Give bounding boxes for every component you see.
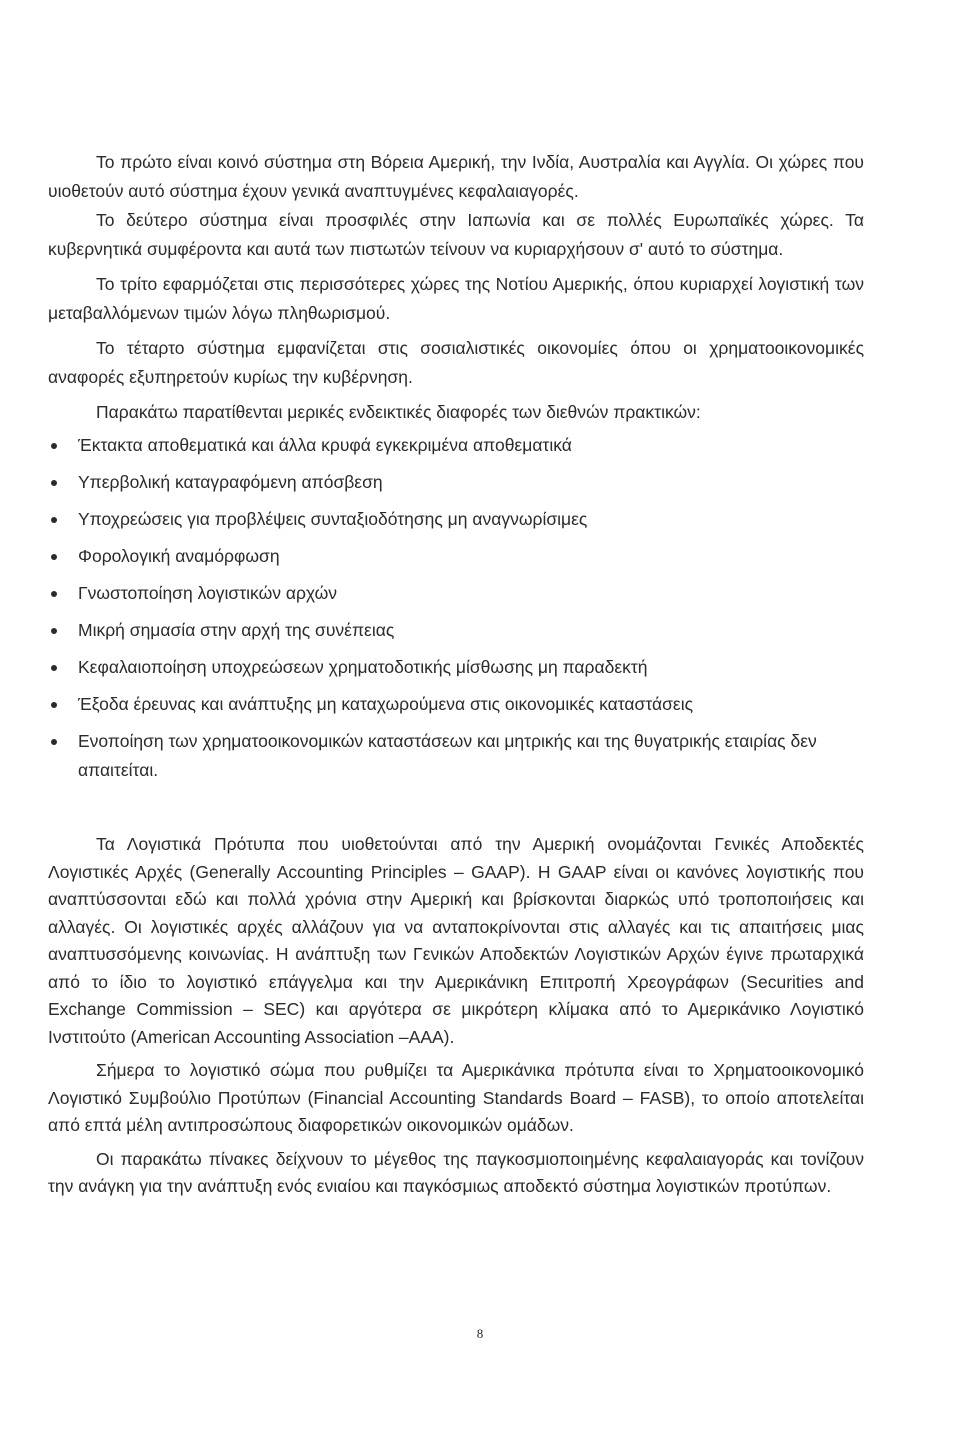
standards-section bbox=[48, 831, 864, 1201]
document-body bbox=[48, 148, 864, 1201]
list-item bbox=[48, 690, 864, 719]
list-item bbox=[48, 653, 864, 682]
list-item-text: Υποχρεώσεις για προβλέψεις συνταξιοδότησης μη αναγνωρίσιμες bbox=[78, 509, 588, 529]
page-number: 8 bbox=[476, 1326, 484, 1341]
bullet-icon bbox=[51, 702, 57, 708]
list-item bbox=[48, 542, 864, 571]
paragraph-first-system: Το πρώτο είναι κοινό σύστημα στη Βόρεια Αμερική, την Ινδία, Αυστραλία και Αγγλία. Οι χώρες που υιοθετούν αυτό σύστημα έχουν γενικά αναπτυγμένες κεφαλαιαγορές. bbox=[48, 152, 864, 201]
paragraph-gaap: Τα Λογιστικά Πρότυπα που υιοθετούνται από την Αμερική ονομάζονται Γενικές Αποδεκτές Λογιστικές Αρχές (Generally Accounting Principles – GAAP). Η GAAP είναι οι κανόνες λογιστικής που αναπτύσσονται εδώ και πολλά χρόνια στην Αμερική και βρίσκονται διαρκώς υπό τροποποιήσεις και αλλαγές. Οι λογιστικές αρχές αλλάζουν για να ανταποκρίνονται στις αλλαγές και τις απαιτήσεις μιας αναπτυσσόμενης κοινωνίας. Η ανάπτυξη των Γενικών Αποδεκτών Λογιστικών Αρχών έγινε πρωταρχικά από το ίδιο το λογιστικό επάγγελμα και την Αμερικάνικη Επιτροπή Χρεογράφων (Securities and Exchange Commission – SEC) και αργότερα σε μικρότερη κλίμακα από το Αμερικάνικο Λογιστικό Ινστιτούτο (American Accounting Association –AAA). bbox=[48, 834, 864, 1047]
list-item-text: Έκτακτα αποθεματικά και άλλα κρυφά εγκεκριμένα αποθεματικά bbox=[78, 435, 572, 455]
bullet-icon bbox=[51, 739, 57, 745]
bullet-icon bbox=[51, 554, 57, 560]
list-item-text: Υπερβολική καταγραφόμενη απόσβεση bbox=[78, 472, 383, 492]
bullet-icon bbox=[51, 665, 57, 671]
bullet-icon bbox=[51, 517, 57, 523]
paragraph-fourth-system: Το τέταρτο σύστημα εμφανίζεται στις σοσιαλιστικές οικονομίες όπου οι χρηματοοικονομικές αναφορές εξυπηρετούν κυρίως την κυβέρνηση. bbox=[48, 338, 864, 387]
paragraph-third-system: Το τρίτο εφαρμόζεται στις περισσότερες χώρες της Νοτίου Αμερικής, όπου κυριαρχεί λογιστική των μεταβαλλόμενων τιμών λόγω πληθωρισμού. bbox=[48, 274, 864, 323]
list-item-text: Γνωστοποίηση λογιστικών αρχών bbox=[78, 583, 338, 603]
list-item bbox=[48, 727, 864, 785]
list-item-text: Ενοποίηση των χρηματοοικονομικών καταστάσεων και μητρικής και της θυγατρικής εταιρίας δεν απαιτείται. bbox=[78, 731, 817, 780]
list-item-text: Έξοδα έρευνας και ανάπτυξης μη καταχωρούμενα στις οικονομικές καταστάσεις bbox=[78, 694, 694, 714]
list-item-text: Φορολογική αναμόρφωση bbox=[78, 546, 280, 566]
paragraph-differences-intro: Παρακάτω παρατίθενται μερικές ενδεικτικές διαφορές των διεθνών πρακτικών: bbox=[96, 402, 701, 422]
bullet-icon bbox=[51, 480, 57, 486]
differences-list bbox=[48, 431, 864, 785]
bullet-icon bbox=[51, 628, 57, 634]
list-item-text: Μικρή σημασία στην αρχή της συνέπειας bbox=[78, 620, 395, 640]
list-item bbox=[48, 468, 864, 497]
list-item bbox=[48, 579, 864, 608]
list-item bbox=[48, 616, 864, 645]
list-item-text: Κεφαλαιοποίηση υποχρεώσεων χρηματοδοτικής μίσθωσης μη παραδεκτή bbox=[78, 657, 648, 677]
bullet-icon bbox=[51, 443, 57, 449]
paragraph-fasb: Σήμερα το λογιστικό σώμα που ρυθμίζει τα Αμερικάνικα πρότυπα είναι το Χρηματοοικονομικό Λογιστικό Συμβούλιο Προτύπων (Financial Accounting Standards Board – FASB), το οποίο αποτελείται από επτά μέλη αντιπροσώπους διαφορετικών οικονομικών ομάδων. bbox=[48, 1060, 864, 1135]
list-item bbox=[48, 431, 864, 460]
paragraph-second-system: Το δεύτερο σύστημα είναι προσφιλές στην Ιαπωνία και σε πολλές Ευρωπαϊκές χώρες. Τα κυβερνητικά συμφέροντα και αυτά των πιστωτών τείνουν να κυριαρχήσουν σ' αυτό το σύστημα. bbox=[48, 210, 864, 259]
paragraph-tables-intro: Οι παρακάτω πίνακες δείχνουν το μέγεθος της παγκοσμιοποιημένης κεφαλαιαγοράς και τονίζουν την ανάγκη για την ανάπτυξη ενός ενιαίου και παγκόσμιως αποδεκτό σύστημα λογιστικών προτύπων. bbox=[48, 1148, 864, 1196]
list-item bbox=[48, 505, 864, 534]
bullet-icon bbox=[51, 591, 57, 597]
